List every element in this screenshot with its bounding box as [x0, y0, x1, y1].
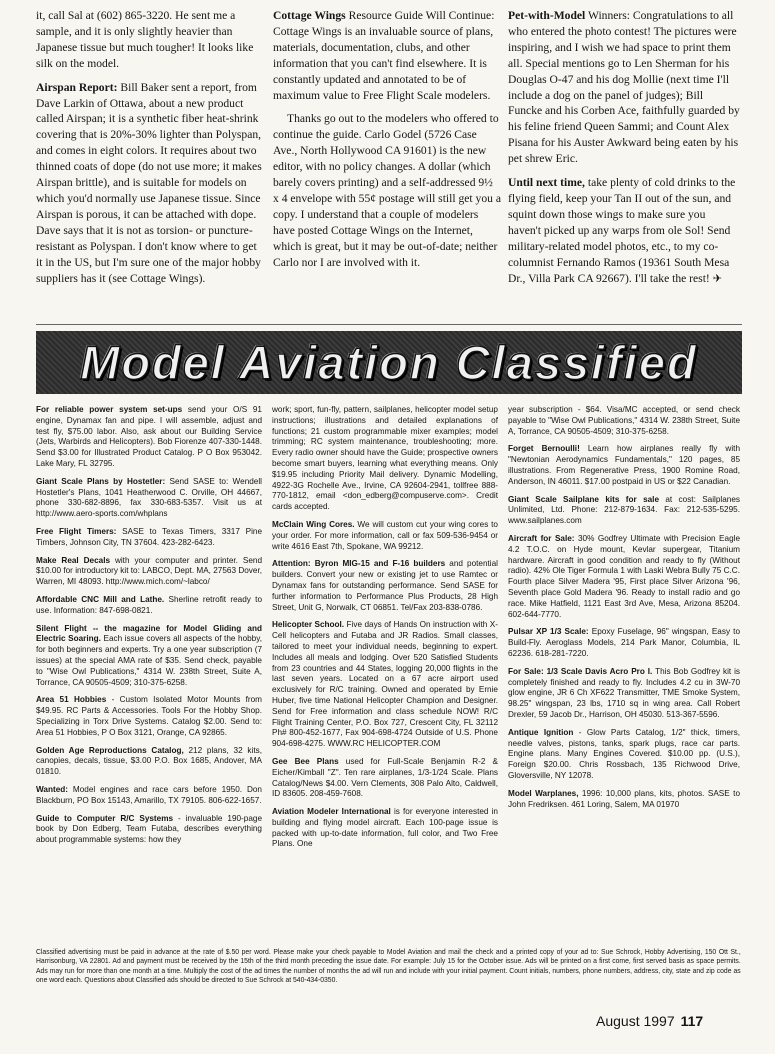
- classified-ad: Attention: Byron MIG-15 and F-16 builders and potential builders. Convert your new or existing jet to use Ramtec or Dynamax fans for outstanding performance. Send SASE for further information to Performance Plus Products, 28 High Street, Unit G, Norwalk, CT 06851. Tel/Fax 203-838-0786.: [272, 559, 499, 612]
- article-column-3: [508, 8, 740, 295]
- classified-column-2: [272, 405, 498, 857]
- classified-ad: Wanted: Model engines and race cars before 1950. Don Blackburn, PO Box 15143, Amarillo, TX 79105. 806-622-1657.: [36, 784, 262, 805]
- classified-ad: Model Warplanes, 1996: 10,000 plans, kits, photos. SASE to John Fredriksen. 461 Loring, Salem, MA 01970: [508, 788, 740, 809]
- classified-ad: Free Flight Timers: SASE to Texas Timers, 3317 Pine Timbers, Johnson City, TN 37604. 423-282-6423.: [36, 526, 262, 547]
- classified-ad: Silent Flight -- the magazine for Model Gliding and Electric Soaring. Each issue covers all aspects of the hobby, for both beginners and experts. Try a one year subscription (7 issues) at the special AMA rate of $35. Send check, payable to "Wise Owl Publications," 4314 W. 238th Street, Suite A, Torrance, CA 90505-4509; 310-375-6258.: [36, 623, 262, 687]
- classified-ad: Pulsar XP 1/3 Scale: Epoxy Fuselage, 96" wingspan, Easy to Build-Fly. Aeroglass Models, 214 Park Manor, Columbia, IL 62236. 618-281-7220.: [508, 627, 740, 658]
- article-paragraph: Thanks go out to the modelers who offered to continue the guide. Carlo Godel (5726 Case Ave., North Hollywood CA 91601) is the new editor, with no policy changes. A dollar (which barely covers printing) and a self-addressed 9½ x 4 envelope with 55¢ postage will still get you a copy. I understand that a couple of modelers have posted Cottage Wings on the Internet, which is great, but it may be out-of-date; neither Carlo nor I are involved with it.: [273, 112, 501, 269]
- classified-ad: Affordable CNC Mill and Lathe. Sherline retrofit ready to use. Information: 847-698-0821.: [36, 594, 262, 615]
- classified-ad: Antique Ignition - Glow Parts Catalog, 1/2" thick, timers, needle valves, pistons, tanks, spark plugs, race car parts. Engine plans. Many Engines Covered. $10.00 pp. (U.S.), Foreign $20.00. Chris Rossbach, 135 Richwood Drive, Gloversville, NY 12078.: [508, 727, 740, 780]
- classified-ad: McClain Wing Cores. We will custom cut your wing cores to your order. For more information, call or fax 509-536-9454 or write 4616 East 7th, Spokane, WA 99212.: [272, 519, 498, 551]
- paragraph-lead: Pet-with-Model: [508, 9, 586, 22]
- classified-ad: Golden Age Reproductions Catalog, 212 plans, 32 kits, canopies, decals, tissue, $3.00 P.O. Box 1685, Andover, MA 01810.: [36, 745, 262, 777]
- classified-ad: year subscription - $64. Visa/MC accepted, or send check payable to "Wise Owl Publications," 4314 W. 238th Street, Suite A, Torrance, CA 90505-4509; 310-375-6258.: [508, 405, 740, 436]
- issue-date: August 1997: [596, 1013, 675, 1029]
- paragraph-lead: Cottage Wings: [273, 9, 346, 22]
- article-column-2: [273, 8, 501, 279]
- classified-ad: Aircraft for Sale: 30% Godfrey Ultimate with Precision Eagle 4.2 T.O.C. on Hyde mount, Kevlar supergear, Titanium hardware. Aircraft in good condition and ready to fly (Without radio). 42% Ole Tiger Formula 1 with Laski Webra Bully 75 C.C. Fourth place Silver Madera '95, First place Silver Arizona '96, Seventh place Gold Madera '96. Ready to install radio and go race. Mike Hatfield, 1121 East 3rd Ave, Mesa, Arizona 85204. 602-644-7770.: [508, 533, 740, 619]
- airplane-end-icon: ✈: [712, 272, 722, 285]
- page-footer: [596, 1013, 703, 1029]
- article-paragraph: Pet-with-Model Winners: Congratulations to all who entered the photo contest! The pictures were inspiring, and I wish we had space to print them all. Special mentions go to Len Sherman for his Douglas O-47 and his dog Mollie (next time I'll include a dog on the panel of judges); Bill Funcke and his Corben Ace, faithfully guarded by his feline friend Queen Sammi; and Count Alex Pisana for his Auster Awkward being eaten by his pet shrew Eric.: [508, 9, 740, 166]
- classified-ad: Forget Bernoulli! Learn how airplanes really fly with "Newtonian Aerodynamics Fundamentals," 120 pages, 85 illustrations. From Regenerative Press, 1900 Romine Road, Anderson, IN 46011. $17.00 postpaid in US or $22 Canadian.: [508, 444, 740, 486]
- classified-ad: Giant Scale Plans by Hostetler: Send SASE to: Wendell Hostetler's Plans, 1041 Heatherwood C. Orville, OH 44667, phone 330-682-8896, fax 330-683-5357. Visit us at http://www.aero-sports.com/whplans: [36, 476, 262, 519]
- classified-ad: Make Real Decals with your computer and printer. Send $10.00 for introductory kit to: LABCO, Dept. MA, 27563 Dover, Warren, MI 48093. http://www.mich.com/~labco/: [36, 555, 262, 587]
- article-paragraph: Cottage Wings Resource Guide Will Continue: Cottage Wings is an invaluable source of plans, materials, documentation, clubs, and other information that you can't find elsewhere. It is constantly updated and annotated to be of maximum value to Free Flight Scale modelers.: [273, 9, 495, 102]
- classified-ad: Area 51 Hobbies - Custom Isolated Motor Mounts from $49.95. RC Parts & Accessories. Tools For the Hobby Shop. Specializing in Torx Drive Systems. Catalog $2.00. Send to: Area 51 Hobbies, P O Box 3121, Orange, CA 92865.: [36, 695, 262, 737]
- article-paragraph: Until next time, take plenty of cold drinks to the flying field, keep your Tan II out of the sun, and squint down those wings to make sure you haven't picked up any warps from ole Sol! Send military-related model photos, etc., to my co-columnist Fernando Ramos (19361 South Mesa Dr., Villa Park CA 92667). I'll take the rest! ✈: [508, 176, 736, 285]
- classified-column-3: [508, 405, 740, 817]
- classified-banner: [36, 331, 742, 394]
- classified-ad: Guide to Computer R/C Systems - invaluable 190-page book by Don Edberg, Team Futaba, describes everything about programmable systems: how they: [36, 813, 262, 845]
- classified-column-1: [36, 405, 262, 853]
- classified-ad: Helicopter School. Five days of Hands On instruction with X-Cell helicopters and Futaba and JR Radios. Small classes, tailored to meet your individual needs, beginning to expert. Includes all meals and lodging. Over 520 Satisfied Students from 23 countries and 44 States, logging 20,000 flights in the last seven years. Located on a 67 acre airport used exclusively for R/C training. Owned and operated by Ernie Huber, five time National Helicopter Champion and Designer. Send for Free information and class schedule NOW! R/C Flight Training Center, P.O. Box 727, Crescent City, FL 32112 Ph# 800-452-1677, Fax 904-698-4724 Outside of U.S. Phone 904-698-4275. WWW.RC HELICOPTER.COM: [272, 620, 498, 749]
- banner-title: Model Aviation Classified: [80, 336, 698, 389]
- classified-ad: For Sale: 1/3 Scale Davis Acro Pro I. This Bob Godfrey kit is completely finished and ready to fly. Includes 4.2 cu in 3W-70 glow engine, JR 6 Ch XF622 Transmitter, TME Smoke System, 98.25" wingspan, 23 lbs, 1710 sq in wing area. Call Robert Drexler, 59 Jacob Dr., Harrison, OH 45030. 513-367-5596.: [508, 666, 740, 719]
- classified-ad: For reliable power system set-ups send your O/S 91 engine, Dynamax fan and pipe. I will assemble, adjust and test fly, $75.00 labor. Also, ask about our Building Service (Jets, Warbirds and Helicopters). Bob Fiorenze 407-330-1448. Send $3.00 for Illustrated Product Catalog. P O Box 953042. Lake Mary, FL 32795.: [36, 405, 262, 468]
- classified-ad: Giant Scale Sailplane kits for sale at cost: Sailplanes Unlimited, Ltd. Phone: 212-879-1634. Fax: 212-535-5295. www.sailplanes.com: [508, 494, 740, 526]
- classified-ad: work; sport, fun-fly, pattern, sailplanes, helicopter model setup instructions; illustrations and detailed explanations of functions; 21 custom programmable mixer examples; model trimming; RC system maintenance, troubleshooting; more. Every radio owner should have the Guide; prospective owners become smart buyers, learning what everything means. Only $19.95 including Priority Mail delivery. Dynamic Modelling, 4922-3G Rochelle Ave., Irvine, CA 92604-2941, tollfree 888-770-1812, email <don_edberg@compuserve.com>. Credit cards accepted.: [272, 405, 498, 512]
- classified-ad: Aviation Modeler International is for everyone interested in building and flying model aircraft. Each 100-page issue is packed with up-to-date information, full color, and Two Free Plans. One: [272, 807, 498, 849]
- classified-ad: Gee Bee Plans used for Full-Scale Benjamin R-2 & Eicher/Kimball "Z". Ten rare airplanes, 1/3-1/24 Scale. Plans Catalog/News $4.00. Vern Clements, 308 Palo Alto, Caldwell, ID 83605. 208-459-7608.: [272, 756, 498, 799]
- article-paragraph: Airspan Report: Bill Baker sent a report, from Dave Larkin of Ottawa, about a new product called Airspan; it is a synthetic fiber heat-shrink covering that is 20%-30% lighter than Polyspan, and comes in eight colors. It requires about two thinned coats of dope (do not use more; it makes Airspan brittle), and is suitable for models on which you'd normally use Japanese tissue. Since Airspan is porous, it can be attached with dope. Dave says that it is not as torsion- or puncture-resistant as Polyspan. I don't know where to get it in the US, but I'm sure one of the major hobby suppliers has it (see Cottage Wings).: [36, 80, 262, 285]
- paragraph-lead: Until next time,: [508, 176, 585, 190]
- page-number: 117: [680, 1013, 704, 1029]
- section-divider: [36, 324, 742, 325]
- article-paragraph: it, call Sal at (602) 865-3220. He sent me a sample, and it is only slightly heavier than Japanese tissue but much tougher! It looks like silk on the model.: [36, 9, 254, 70]
- paragraph-lead: Airspan Report:: [36, 80, 118, 94]
- classified-rates-notice: Classified advertising must be paid in advance at the rate of $.50 per word. Please make your check payable to Model Aviation and mail the check and a printed copy of your ad to: Sue Schrock, Hobby Advertising, 150 Ott St., Harrisonburg, VA 22801. Ad and payment must be received by the 15th of the third month preceding the issue date. For example: July 15 for the October issue. Ads will be printed on a first come, first served basis as space permits. Ads may run for more than one month at a time. Multiply the cost of the ad times the number of months the ad will run and include with your initial payment. Count initials, numbers, phone numbers, address, city, state and zip code as one word each. Questions about Classified ads should be directed to Sue Schrock at 540-434-0350.: [36, 947, 741, 985]
- article-column-1: [36, 8, 266, 294]
